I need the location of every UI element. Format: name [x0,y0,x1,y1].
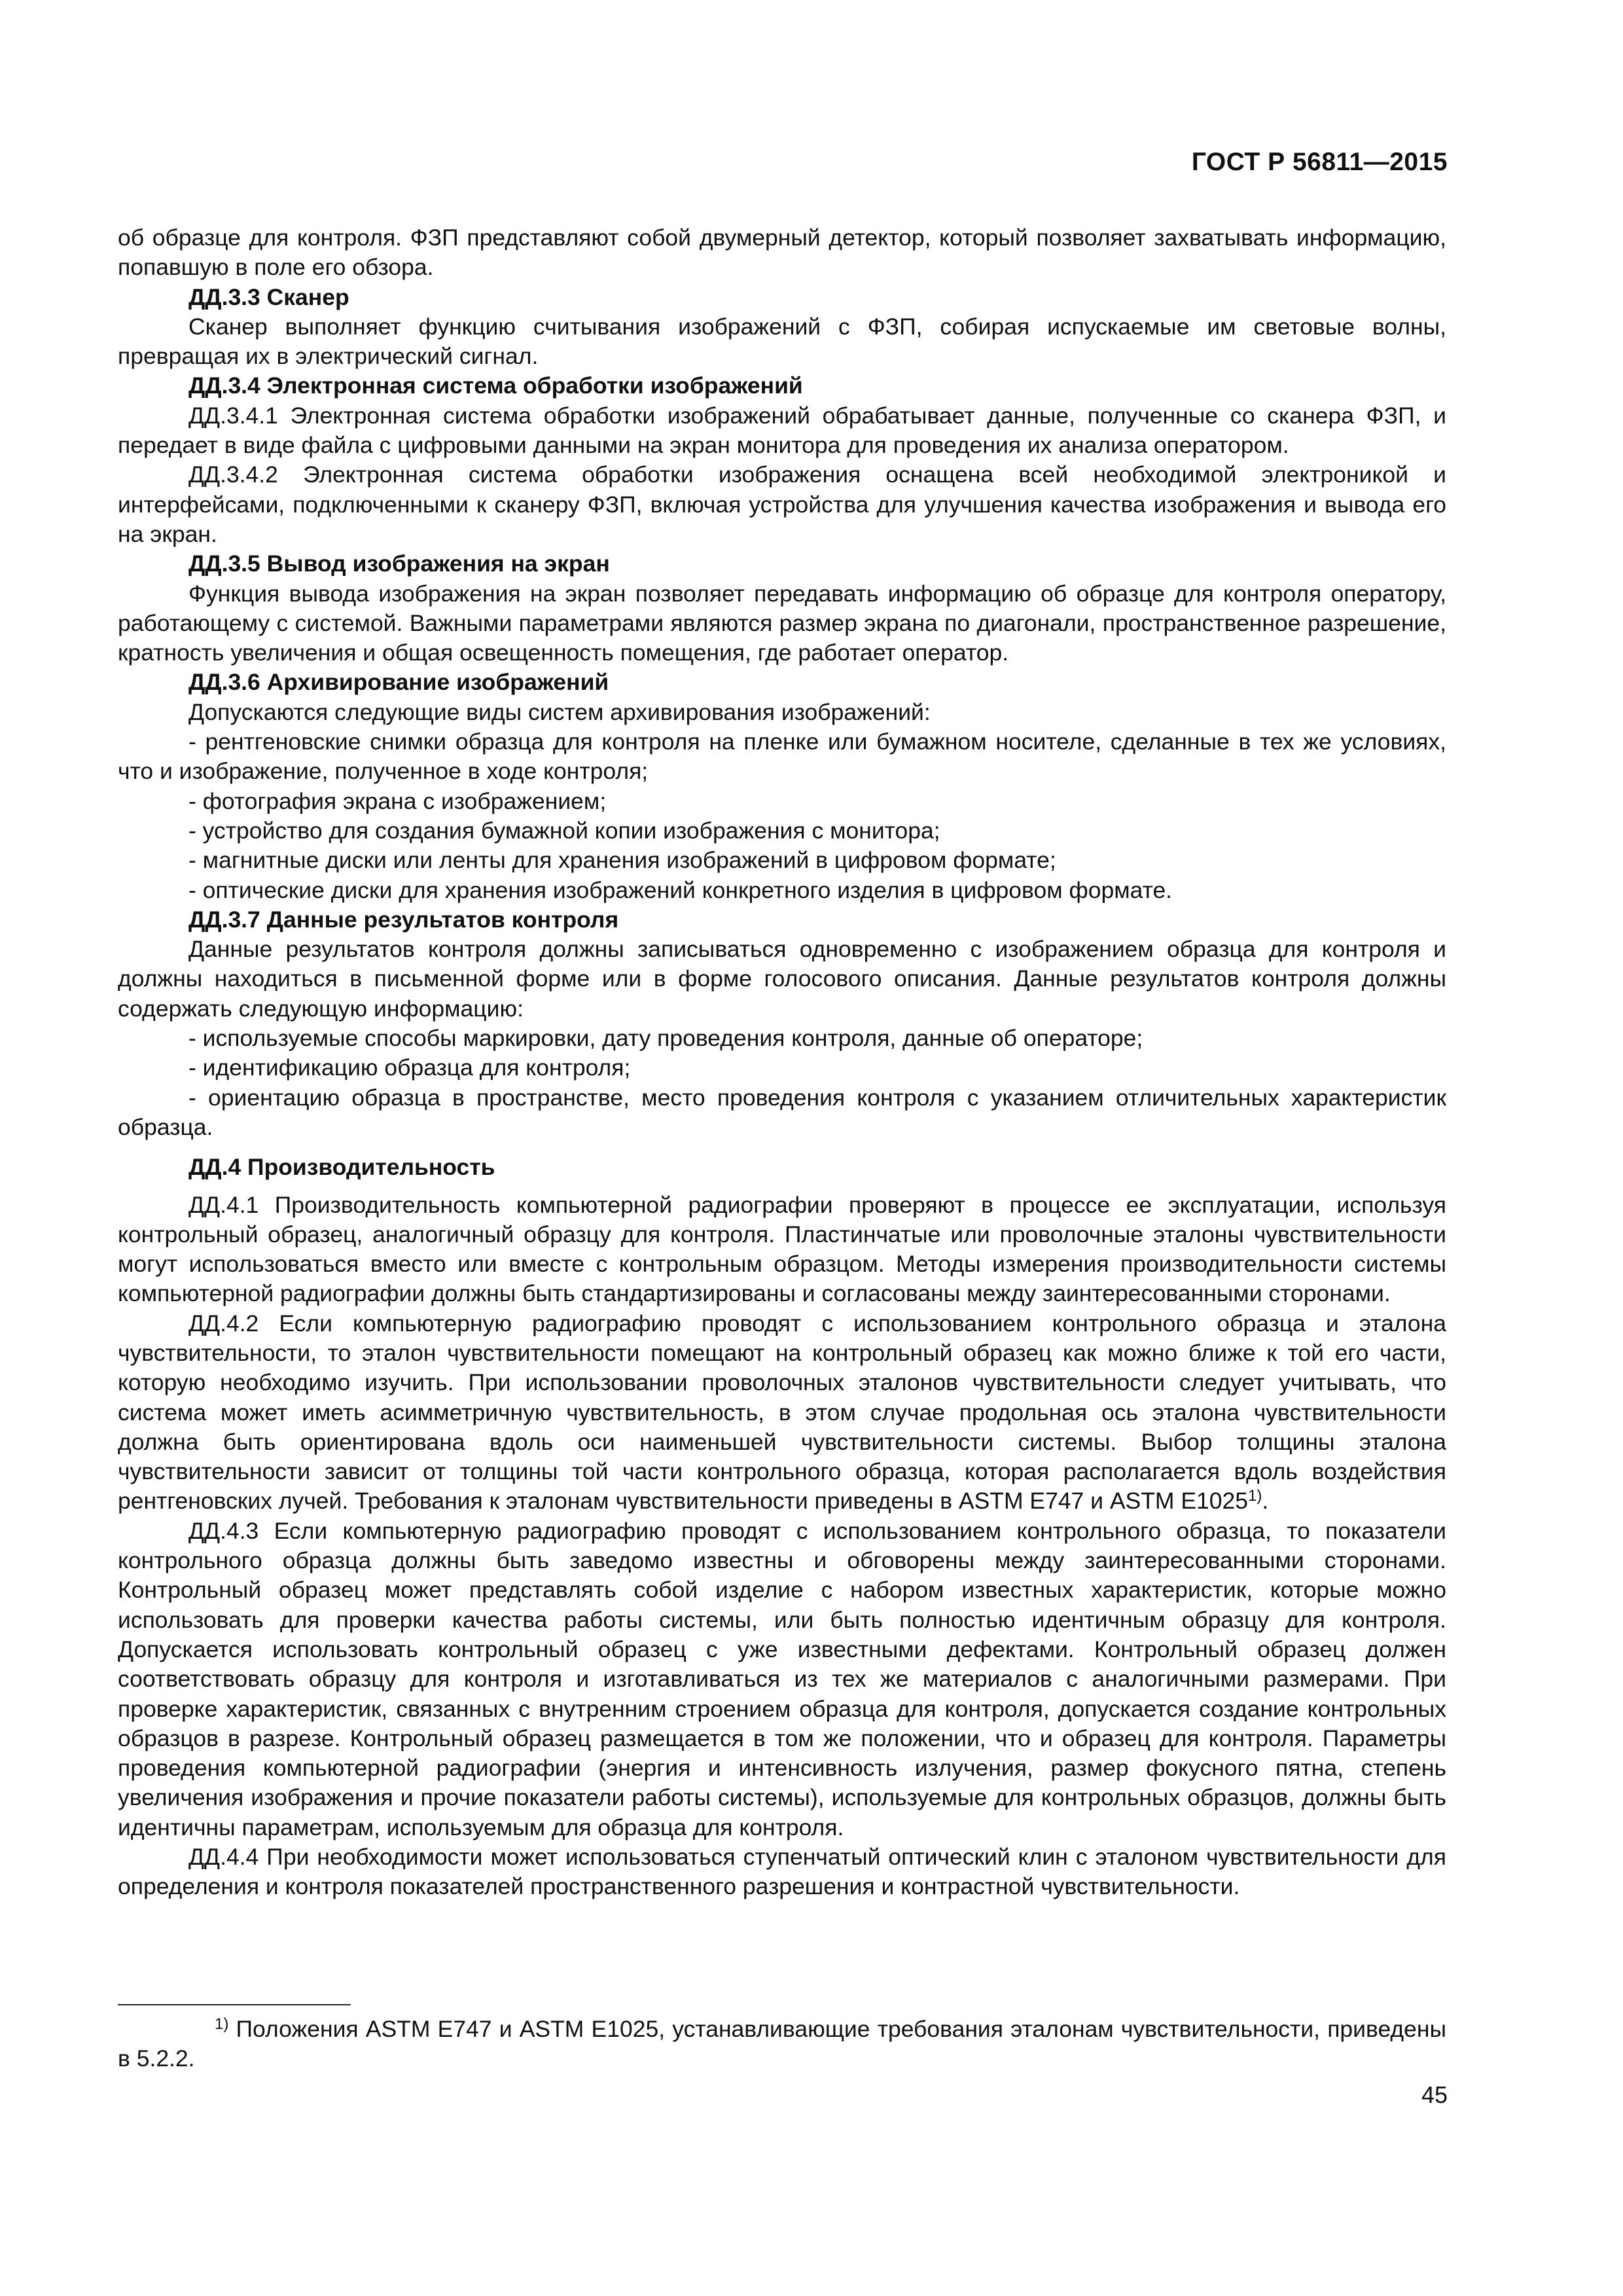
section-heading-dd-3-7: ДД.3.7 Данные результатов контроля [188,906,619,933]
paragraph-dd-4-2 [118,1309,1446,1516]
list-item: - используемые способы маркировки, дату проведения контроля, данные об операторе; [188,1025,1143,1052]
section-heading-dd-3-6: ДД.3.6 Архивирование изображений [188,669,609,696]
paragraph-dd-3-7: Данные результатов контроля должны записываться одновременно с изображением образца для контроля и должны находиться в письменной форме или в форме голосового описания. Данные результатов контроля должны содержать следующую информацию: [118,936,1446,1022]
list-item: - устройство для создания бумажной копии изображения с монитора; [188,817,940,844]
footnote-separator [118,2004,351,2005]
paragraph-dd-3-5: Функция вывода изображения на экран позволяет передавать информацию об образце для контроля оператору, работающему с системой. Важными параметрами являются размер экрана по диагонали, пространственное разрешение, кратность увеличения и общая освещенность помещения, где работает оператор. [118,580,1446,666]
section-heading-dd-3-4: ДД.3.4 Электронная система обработки изображений [188,372,803,399]
paragraph-dd-4-3: ДД.4.3 Если компьютерную радиографию проводят с использованием контрольного образца, то показатели контрольного образца должны быть заведомо известны и обговорены между заинтересованными сторонами. Контрольный образец может представлять собой изделие с набором известных характеристик, которые можно использовать для проверки качества работы системы, или быть полностью идентичным образцу для контроля. Допускается использовать контрольный образец с уже известными дефектами. Контрольный образец должен соответствовать образцу для контроля и изготавливаться из тех же материалов с аналогичными размерами. При проверке характеристик, связанных с внутренним строением образца для контроля, допускается создание контрольных образцов в разрезе. Контрольный образец размещается в том же положении, что и образец для контроля. Параметры проведения компьютерной радиографии (энергия и интенсивность излучения, размер фокусного пятна, степень увеличения изображения и прочие показатели работы системы), используемые для контрольных образцов, должны быть идентичны параметрам, используемым для образца для контроля. [118,1517,1446,1840]
document-header-id: ГОСТ Р 56811—2015 [1191,148,1448,176]
page-number: 45 [1421,2081,1448,2108]
footnote [118,2015,1446,2073]
paragraph-dd-3-4-2: ДД.3.4.2 Электронная система обработки изображения оснащена всей необходимой электроникой и интерфейсами, подключенными к сканеру ФЗП, включая устройства для улучшения качества изображения и вывода его на экран. [118,461,1446,547]
list-item: - рентгеновские снимки образца для контроля на пленке или бумажном носителе, сделанные в тех же условиях, что и изображение, полученное в ходе контроля; [118,728,1446,785]
footnote-reference[interactable]: 1) [1248,1487,1262,1505]
footnote-mark: 1) [215,2015,229,2033]
list-item: - ориентацию образца в пространстве, место проведения контроля с указанием отличительных характеристик образца. [118,1084,1446,1140]
list-item: - оптические диски для хранения изображений конкретного изделия в цифровом формате. [188,876,1173,903]
section-heading-dd-3-5: ДД.3.5 Вывод изображения на экран [188,550,610,577]
paragraph-dd-3-6: Допускаются следующие виды систем архивирования изображений: [188,698,931,725]
paragraph-continuation: об образце для контроля. ФЗП представляют собой двумерный детектор, который позволяет захватывать информацию, попавшую в поле его обзора. [118,224,1446,281]
paragraph-dd-3-4-1: ДД.3.4.1 Электронная система обработки изображений обрабатывает данные, полученные со сканера ФЗП, и передает в виде файла с цифровыми данными на экран монитора для проведения их анализа оператором. [118,402,1446,459]
section-heading-dd-3-3: ДД.3.3 Сканер [188,283,349,310]
paragraph-dd-3-3: Сканер выполняет функцию считывания изображений с ФЗП, собирая испускаемые им световые волны, превращая их в электрический сигнал. [118,313,1446,370]
paragraph-dd-4-4: ДД.4.4 При необходимости может использоваться ступенчатый оптический клин с эталоном чувствительности для определения и контроля показателей пространственного разрешения и контрастной чувствительности. [118,1844,1446,1900]
paragraph-dd-4-1: ДД.4.1 Производительность компьютерной радиографии проверяют в процессе ее эксплуатации, используя контрольный образец, аналогичный образцу для контроля. Пластинчатые или проволочные эталоны чувствительности могут использоваться вместо или вместе с контрольным образцом. Методы измерения производительности системы компьютерной радиографии должны быть стандартизированы и согласованы между заинтересованными сторонами. [118,1191,1446,1307]
paragraph-dd-4-2-end: . [1262,1488,1269,1515]
main-text [118,223,1446,1902]
list-item: - идентификацию образца для контроля; [188,1054,631,1081]
footnote-text: Положения ASTM E747 и ASTM E1025, устанавливающие требования эталонам чувствительности, приведены в 5.2.2. [118,2016,1446,2072]
list-item: - магнитные диски или ленты для хранения изображений в цифровом формате; [188,847,1056,874]
paragraph-dd-4-2-text: ДД.4.2 Если компьютерную радиографию проводят с использованием контрольного образца и эталона чувствительности, то эталон чувствительности помещают на контрольный образец как можно ближе к той его части, которую необходимо изучить. При использовании проволочных эталонов чувствительности следует учитывать, что система может иметь асимметричную чувствительность, в этом случае продольная ось эталона чувствительности должна быть ориентирована вдоль оси наименьшей чувствительности системы. Выбор толщины эталона чувствительности зависит от толщины той части контрольного образца, которая располагается вдоль воздействия рентгеновских лучей. Требования к эталонам чувствительности приведены в ASTM E747 и ASTM E1025 [118,1310,1446,1515]
list-item: - фотография экрана с изображением; [188,787,607,814]
section-heading-dd-4: ДД.4 Производительность [188,1154,495,1181]
